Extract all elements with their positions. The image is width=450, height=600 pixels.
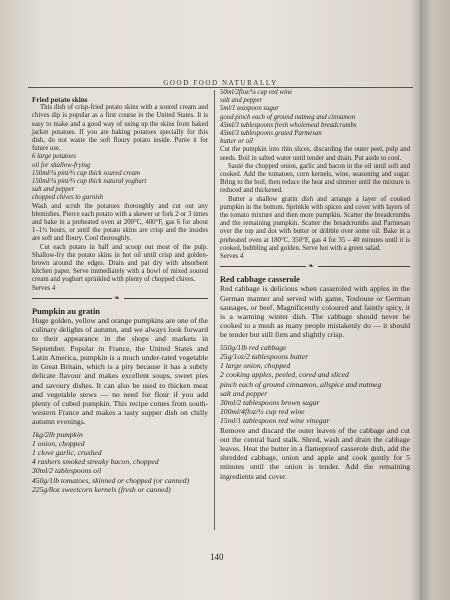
- ingredient-line: 5ml/1 teaspoon sugar: [220, 105, 279, 113]
- header-rule: [28, 87, 413, 88]
- pumpkin-ingredients: [32, 430, 208, 494]
- adjacent-page-edge: [420, 0, 450, 600]
- ingredient-line: 45ml/3 tablespoons grated Parmesan: [220, 130, 322, 138]
- pumpkin-ingredients-continued: [220, 89, 410, 146]
- ingredient-line: 30ml/2 tablespoons brown sugar: [220, 397, 320, 407]
- ingredient-line: 225g/8oz sweetcorn kernels (fresh or canned): [32, 484, 171, 494]
- cabbage-method-step: Remove and discard the outer leaves of the cabbage and cut out the central hard stalk. Shred, wash and drain the cabbage leaves. Heat the butter in a flameproof casserole dish, add the shredded cabbage, onion and apple and cook gently for 5 minutes until the onion is tender. Add the remaining ingredients and cover.: [220, 425, 410, 481]
- right-column: [220, 89, 410, 481]
- potato-ingredients: [32, 153, 208, 202]
- ingredient-line: 30ml/2 tablespoons oil: [32, 466, 102, 476]
- pumpkin-method-step: Cut the pumpkin into thin slices, discarding the outer peel, pulp and seeds. Boil in salted water until tender and drain. Put aside to cool.: [220, 146, 410, 162]
- ingredient-line: 4 rashers smoked streaky bacon, chopped: [32, 457, 159, 467]
- ingredient-line: salt and pepper: [32, 186, 75, 194]
- fleuron-icon: ❧: [114, 293, 120, 302]
- ingredient-line: 150ml/¼ pint/⅔ cup thick natural yoghurt: [32, 178, 147, 186]
- page-number: 140: [210, 552, 224, 562]
- ingredient-line: 50ml/2floz/¼ cup red wine: [220, 89, 293, 96]
- ingredient-line: 1 large onion, chopped: [220, 361, 291, 371]
- pumpkin-intro: Huge golden, yellow and orange pumpkins are one of the culinary delights of autumn, and we always look forward to their appearance in the shops and markets in September. Popular in France, the United States and Latin America, pumpkin is a much under-rated vegetable in Great Britain, which is a pity because it has a subtly delicate flavour and makes excellent soups, sweet pies and savoury dishes. It can also be used to thicken meat and vegetable stews — no need for flour if you add plenty of cubed pumpkin. This recipe comes from south-western France and makes a tasty supper dish on chilly autumn evenings.: [32, 316, 208, 427]
- pumpkin-serves: Serves 4: [220, 253, 244, 261]
- recipe-title-potato-skins: Fried potato skins: [32, 96, 88, 104]
- potato-intro: This dish of crisp-fried potato skins with a soured cream and chives dip is popular as a first course in the United States. It is easy to make and a good way of using up the skins from baked jacket potatoes. If you are baking potatoes specially for this dish, do not waste the soft floury potato inside. Purée it for future use.: [32, 104, 208, 153]
- ingredient-line: butter or oil: [220, 138, 253, 146]
- section-ornament: [32, 295, 208, 303]
- potato-serves: Serves 4: [32, 284, 56, 292]
- potato-method-step: Cut each potato in half and scoop out most of the pulp. Shallow-fry the potato skins in hot oil until crisp and golden-brown around the edges. Drain and pat dry with absorbent kitchen paper. Serve immediately with a bowl of mixed soured cream and yoghurt sprinkled with plenty of chopped chives.: [32, 243, 208, 284]
- left-column: [32, 96, 208, 494]
- ingredient-line: 45ml/3 tablespoons fresh wholemeal breadcrumbs: [220, 121, 357, 129]
- cabbage-ingredients: [220, 343, 410, 426]
- cabbage-intro: Red cabbage is delicious when casseroled with apples in the German manner and served with game, Toulouse or German sausages, or beef. Magnificently coloured and faintly spicy, it is a warming winter dish. The cabbage should never be cooked to a mush as many people mistakenly do — it should be tender but still firm and slightly crisp.: [220, 284, 410, 340]
- ingredient-line: pinch each of ground cinnamon, allspice and nutmeg: [220, 379, 382, 389]
- fleuron-icon: ❧: [308, 262, 314, 271]
- ingredient-line: 550g/1lb red cabbage: [220, 342, 287, 352]
- ingredient-line: 1kg/2lb pumpkin: [32, 429, 83, 439]
- potato-method-step: Wash and scrub the potatoes thoroughly and cut out any blemishes. Pierce each potato with a skewer or fork 2 or 3 times and bake in a preheated oven at 200°C, 400°F, gas 6 for about 1–1½ hours, or until the potato skins are crisp and the insides are soft and floury. Cool thoroughly.: [32, 202, 208, 243]
- running-header: GOOD FOOD NATURALLY: [163, 79, 278, 87]
- ingredient-line: oil for shallow-frying: [32, 161, 91, 169]
- ingredient-line: chopped chives to garnish: [32, 194, 104, 202]
- ingredient-line: salt and pepper: [220, 97, 263, 105]
- column-divider: [214, 90, 215, 530]
- recipe-title-pumpkin-gratin: Pumpkin au gratin: [32, 306, 100, 316]
- ingredient-line: 6 large potatoes: [32, 153, 76, 161]
- recipe-title-red-cabbage: Red cabbage casserole: [220, 275, 300, 285]
- ingredient-line: good pinch each of ground nutmeg and cinnamon: [220, 113, 356, 121]
- ingredient-line: salt and pepper: [220, 388, 268, 398]
- pumpkin-method-step: Sauté the chopped onion, garlic and bacon in the oil until soft and cooked. Add the tomatoes, corn kernels, wine, seasoning and sugar. Bring to the boil, then reduce the heat and simmer until the mixture is reduced and thickened.: [220, 162, 410, 195]
- ingredient-line: 1 clove garlic, crushed: [32, 447, 102, 457]
- section-ornament: [220, 263, 410, 271]
- pumpkin-method-step: Butter a shallow gratin dish and arrange a layer of cooked pumpkin in the bottom. Sprinkle with spices and cover with layers of the tomato mixture and then more pumpkin. Scatter the breadcrumbs and the remaining pumpkin. Scatter the breadcrumbs and Parmesan over the top and dot with butter or dribble over some oil. Bake in a preheated oven at 180°C, 350°F, gas 4 for 35 – 40 minutes until it is cooked, bubbling and golden. Serve hot with a green salad.: [220, 195, 410, 252]
- ingredient-line: 15ml/1 tablespoon red wine vinegar: [220, 416, 330, 426]
- ingredient-line: 2 cooking apples, peeled, cored and sliced: [220, 370, 349, 380]
- ingredient-line: 150ml/¼ pint/⅔ cup thick soured cream: [32, 169, 141, 177]
- ingredient-line: 100ml/4floz/½ cup red wine: [220, 407, 305, 417]
- ingredient-line: 1 onion, chopped: [32, 438, 85, 448]
- ingredient-line: 25g/1oz/2 tablespoons butter: [220, 351, 309, 361]
- ingredient-line: 450g/1lb tomatoes, skinned or chopped (or canned): [32, 475, 190, 485]
